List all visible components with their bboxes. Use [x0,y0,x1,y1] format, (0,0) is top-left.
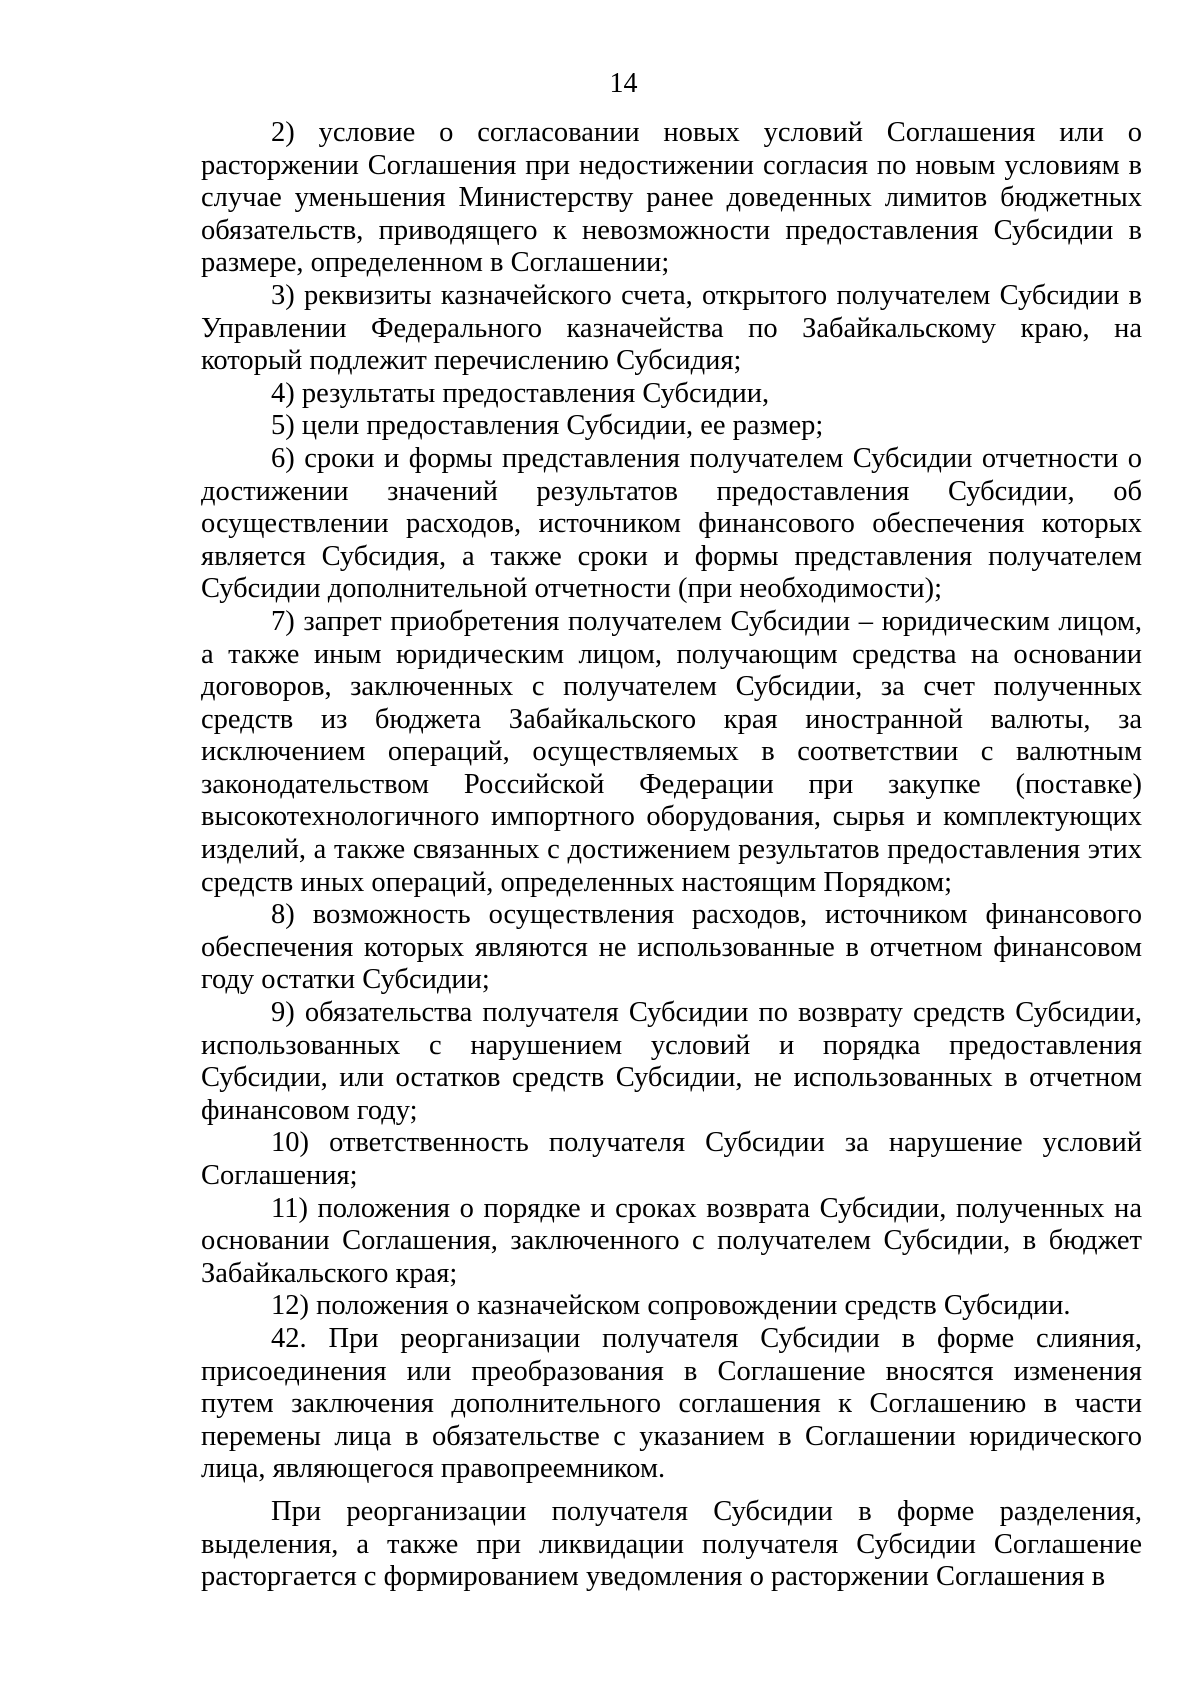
paragraph-item-2: 2) условие о согласовании новых условий Соглашения или о расторжении Соглашения при недостижении согласия по новым условиям в случае уменьшения Министерству ранее доведенных лимитов бюджетных обязательств, приводящего к невозможности предоставления Субсидии в размере, определенном в Соглашении; [201,117,1142,279]
paragraph-reorganization: При реорганизации получателя Субсидии в форме разделения, выделения, а также при ликвидации получателя Субсидии Соглашение расторгается с формированием уведомления о расторжении Соглашения в [201,1495,1142,1593]
page-number: 14 [609,68,638,99]
paragraph-item-4: 4) результаты предоставления Субсидии, [271,377,770,409]
paragraph-item-7: 7) запрет приобретения получателем Субсидии – юридическим лицом, а также иным юридическим лицом, получающим средства на основании договоров, заключенных с получателем Субсидии, за счет полученных средств из бюджета Забайкальского края иностранной валюты, за исключением операций, осуществляемых в соответствии с валютным законодательством Российской Федерации при закупке (поставке) высокотехнологичного импортного оборудования, сырья и комплектующих изделий, а также связанных с достижением результатов предоставления этих средств иных операций, определенных настоящим Порядком; [201,605,1142,898]
paragraph-item-3: 3) реквизиты казначейского счета, открытого получателем Субсидии в Управлении Федерального казначейства по Забайкальскому краю, на который подлежит перечислению Субсидия; [201,279,1142,377]
paragraph-item-12: 12) положения о казначейском сопровождении средств Субсидии. [271,1290,1071,1322]
paragraph-item-8: 8) возможность осуществления расходов, источником финансового обеспечения которых являются не использованные в отчетном финансовом году остатки Субсидии; [201,899,1142,996]
paragraph-section-42: 42. При реорганизации получателя Субсидии в форме слияния, присоединения или преобразования в Соглашение вносятся изменения путем заключения дополнительного соглашения к Соглашению в части перемены лица в обязательстве с указанием в Соглашении юридического лица, являющегося правопреемником. [201,1322,1142,1485]
paragraph-item-5: 5) цели предоставления Субсидии, ее размер; [271,410,824,442]
paragraph-item-10: 10) ответственность получателя Субсидии за нарушение условий Соглашения; [201,1127,1142,1191]
paragraph-item-11: 11) положения о порядке и сроках возврата Субсидии, полученных на основании Соглашения, заключенного с получателем Субсидии, в бюджет Забайкальского края; [201,1192,1142,1289]
paragraph-item-6: 6) сроки и формы представления получателем Субсидии отчетности о достижении значений результатов предоставления Субсидии, об осуществлении расходов, источником финансового обеспечения которых является Субсидия, а также сроки и формы представления получателем Субсидии дополнительной отчетности (при необходимости); [201,442,1142,605]
paragraph-item-9: 9) обязательства получателя Субсидии по возврату средств Субсидии, использованных с нарушением условий и порядка предоставления Субсидии, или остатков средств Субсидии, не использованных в отчетном финансовом году; [201,997,1142,1126]
document-body [201,117,1142,1594]
